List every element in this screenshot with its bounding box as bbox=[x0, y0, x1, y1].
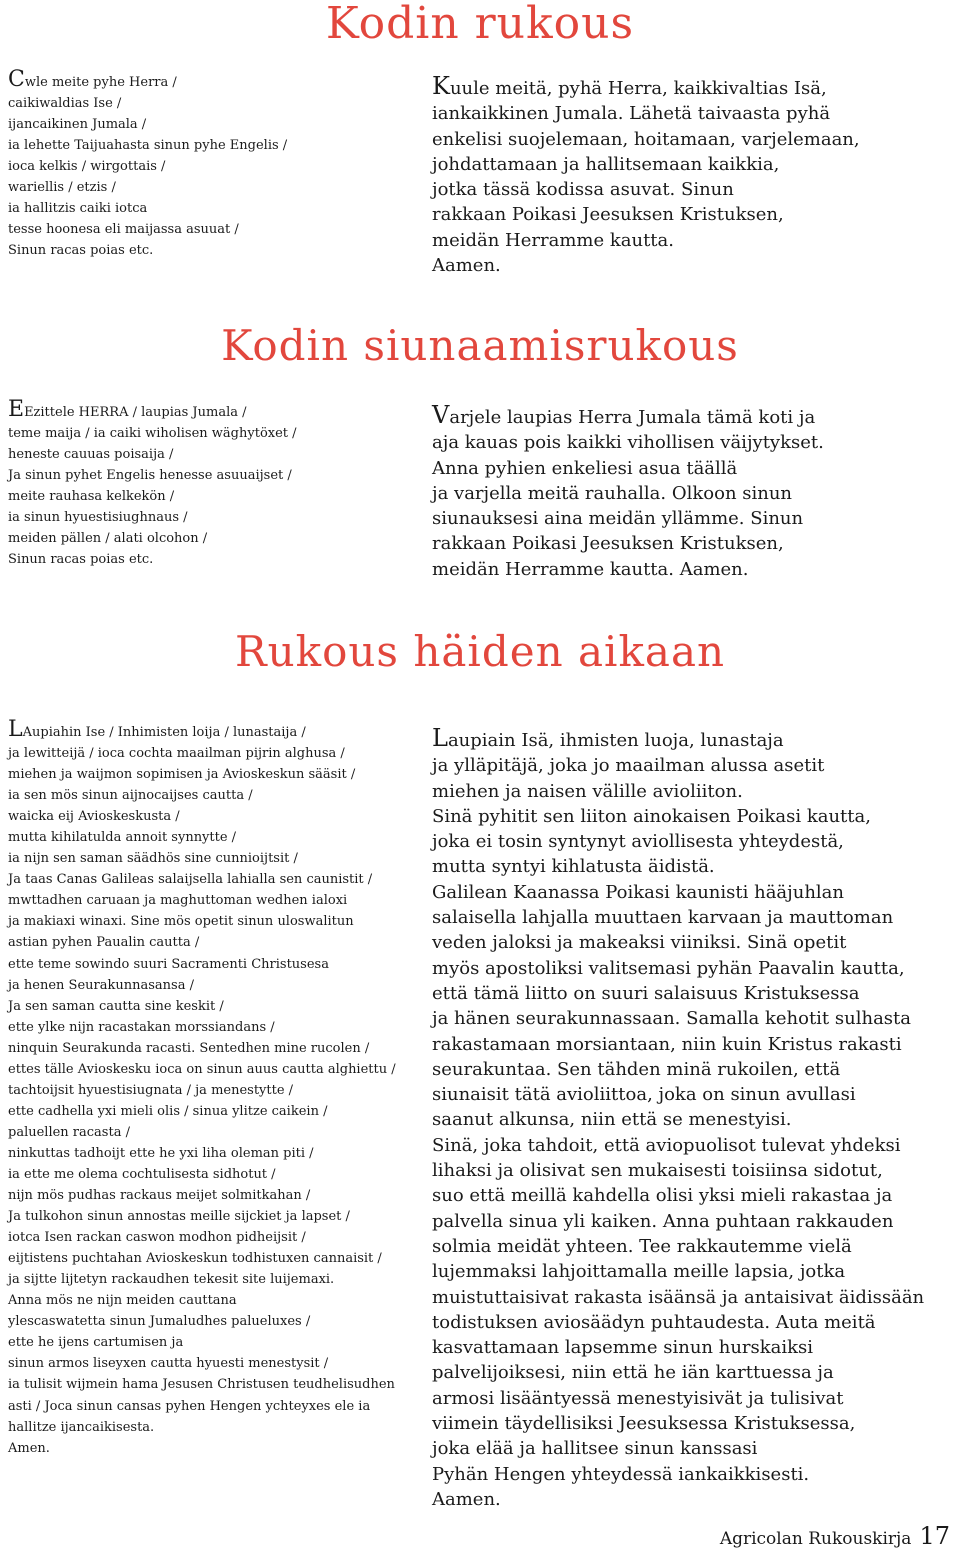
prayer-line-text: palvelijoiksesi, niin että he iän karttuessa ja bbox=[432, 1362, 834, 1384]
prayer-line-text: viimein täydellisiksi Jeesuksessa Kristuksessa, bbox=[432, 1413, 856, 1435]
prayer-line bbox=[8, 1017, 428, 1038]
prayer-line-text: palvella sinua yli kaiken. Anna puhtaan rakkauden bbox=[432, 1210, 894, 1232]
prayer-line-text: rakkaan Poikasi Jeesuksen Kristuksen, bbox=[432, 204, 784, 226]
prayer-line-text: Sinun racas poias etc. bbox=[8, 552, 154, 567]
prayer-line bbox=[432, 72, 958, 101]
prayer-line bbox=[432, 829, 958, 854]
prayer-line-text: Amen. bbox=[8, 1440, 50, 1456]
prayer-line-text: salaisella lahjalla muuttaen karvaan ja mauttoman bbox=[432, 907, 894, 929]
prayer-line-text: miehen ja waijmon sopimisen ja Avioskeskun sääsit / bbox=[8, 767, 356, 783]
prayer-line bbox=[432, 1487, 958, 1512]
prayer-line-text: mwttadhen caruaan ja maghuttoman wedhen ialoxi bbox=[8, 893, 348, 909]
prayer-line-text: ia sinun hyuestisiughnaus / bbox=[8, 510, 188, 525]
prayer-line-text: Sinä pyhitit sen liiton ainokaisen Poikasi kautta, bbox=[432, 805, 871, 827]
prayer-line-text: ja henen Seurakunnasansa / bbox=[8, 977, 194, 993]
prayer-line bbox=[432, 905, 958, 930]
prayer-line bbox=[8, 743, 428, 764]
prayer-line bbox=[8, 135, 428, 156]
modern-prayer-rukous-haiden-aikaan bbox=[432, 724, 958, 1512]
prayer-line bbox=[8, 1101, 428, 1122]
prayer-line bbox=[432, 1285, 958, 1310]
prayer-line bbox=[8, 219, 428, 240]
prayer-line bbox=[8, 1290, 428, 1311]
prayer-line bbox=[8, 1206, 428, 1227]
prayer-line-text: tesse hoonesa eli maijassa asuuat / bbox=[8, 222, 239, 237]
prayer-line bbox=[8, 156, 428, 177]
prayer-line bbox=[432, 1158, 958, 1183]
prayer-line bbox=[432, 753, 958, 778]
prayer-line-text: iotca Isen rackan caswon modhon pidheijsit / bbox=[8, 1230, 306, 1246]
prayer-line-text: siunaisit tätä avioliittoa, joka on sinun avullasi bbox=[432, 1084, 856, 1106]
prayer-line-text: kasvattamaan lapsemme sinun hurskaiksi bbox=[432, 1337, 814, 1359]
prayer-line-text: ja makiaxi winaxi. Sine mös opetit sinun uloswalitun bbox=[8, 914, 354, 930]
prayer-line bbox=[432, 1386, 958, 1411]
prayer-line-text: ioca kelkis / wirgottais / bbox=[8, 159, 166, 174]
drop-initial: L bbox=[432, 724, 448, 752]
prayer-line-text: astian pyhen Paualin cautta / bbox=[8, 935, 200, 951]
title-rukous-haiden-aikaan: Rukous häiden aikaan bbox=[234, 627, 726, 676]
prayer-line bbox=[432, 981, 958, 1006]
prayer-line bbox=[432, 1234, 958, 1259]
prayer-line bbox=[8, 785, 428, 806]
prayer-line-text: ja varjella meitä rauhalla. Olkoon sinun bbox=[432, 482, 793, 504]
prayer-line bbox=[432, 1360, 958, 1385]
prayer-line bbox=[8, 932, 428, 953]
prayer-line-text: siunauksesi aina meidän yllämme. Sinun bbox=[432, 508, 804, 530]
prayer-line-text: ia lehette Taijuahasta sinun pyhe Engelis / bbox=[8, 138, 288, 153]
prayer-line bbox=[8, 1353, 428, 1374]
prayer-line-text: mutta syntyi kihlatusta äidistä. bbox=[432, 856, 715, 878]
prayer-line-text: ia nijn sen saman säädhös sine cunnioijtsit / bbox=[8, 851, 298, 867]
title-kodin-rukous: Kodin rukous bbox=[325, 0, 635, 49]
prayer-line-text: Anna mös ne nijn meiden cauttana bbox=[8, 1293, 237, 1309]
prayer-line bbox=[432, 481, 958, 506]
prayer-line bbox=[8, 1311, 428, 1332]
prayer-line bbox=[8, 444, 428, 465]
prayer-line bbox=[432, 1107, 958, 1132]
prayer-line bbox=[8, 486, 428, 507]
prayer-line bbox=[432, 1335, 958, 1360]
prayer-line-text: uule meitä, pyhä Herra, kaikkivaltias Isä, bbox=[449, 78, 827, 99]
prayer-line-text: muistuttaisivat rakasta isäänsä ja antaisivat äidissään bbox=[432, 1286, 925, 1308]
prayer-line bbox=[8, 93, 428, 114]
prayer-line bbox=[8, 67, 428, 93]
prayer-line-text: Ja tulkohon sinun annostas meille sijckiet ja lapset / bbox=[8, 1209, 350, 1225]
prayer-line bbox=[432, 202, 958, 227]
prayer-line-text: caikiwaldias Ise / bbox=[8, 96, 122, 111]
prayer-line-text: teme maija / ia caiki wiholisen wäghytöxet / bbox=[8, 426, 297, 441]
prayer-line bbox=[432, 1006, 958, 1031]
prayer-line bbox=[432, 1032, 958, 1057]
prayer-line bbox=[8, 848, 428, 869]
prayer-line-text: eijtistens puchtahan Avioskeskun todhistuxen cannaisit / bbox=[8, 1251, 382, 1267]
prayer-line-text: meidän Herramme kautta. Aamen. bbox=[432, 558, 749, 580]
drop-initial: K bbox=[432, 72, 450, 100]
book-title: Agricolan Rukouskirja bbox=[719, 1529, 912, 1549]
prayer-line-text: ette ylke nijn racastakan morssiandans / bbox=[8, 1019, 275, 1035]
prayer-line bbox=[432, 1183, 958, 1208]
prayer-line bbox=[8, 1185, 428, 1206]
drop-initial: E bbox=[8, 397, 25, 422]
prayer-line-text: meiden pällen / alati olcohon / bbox=[8, 531, 208, 546]
prayer-line-text: Ja sinun pyhet Engelis henesse asuuaijset / bbox=[8, 468, 292, 483]
prayer-line-text: joka elää ja hallitsee sinun kanssasi bbox=[432, 1438, 758, 1460]
prayer-line-text: Ja sen saman cautta sine keskit / bbox=[8, 998, 224, 1014]
old-prayer-kodin-rukous bbox=[8, 67, 428, 261]
prayer-line-text: wariellis / etzis / bbox=[8, 180, 116, 195]
prayer-line-text: johdattamaan ja hallitsemaan kaikkia, bbox=[432, 153, 780, 175]
prayer-line-text: ja hänen seurakunnassaan. Samalla kehotit sulhasta bbox=[432, 1008, 912, 1030]
prayer-line-text: joka ei tosin syntynyt aviollisesta yhteydestä, bbox=[432, 831, 844, 853]
prayer-line bbox=[432, 228, 958, 253]
title-kodin-siunaamisrukous: Kodin siunaamisrukous bbox=[221, 321, 739, 370]
prayer-line bbox=[432, 401, 958, 430]
prayer-line bbox=[8, 1122, 428, 1143]
prayer-line-text: enkelisi suojelemaan, hoitamaan, varjelemaan, bbox=[432, 128, 860, 150]
page-footer bbox=[700, 1522, 950, 1550]
prayer-line-text: lihaksi ja olisivat sen mukaisesti toisiinsa sidotut, bbox=[432, 1160, 883, 1182]
prayer-line-text: ylescaswatetta sinun Jumaludhes palueluxes / bbox=[8, 1314, 311, 1330]
prayer-line bbox=[432, 152, 958, 177]
prayer-line-text: waicka eij Avioskeskusta / bbox=[8, 809, 180, 825]
modern-prayer-kodin-rukous bbox=[432, 72, 958, 278]
prayer-line-text: suo että meillä kahdella olisi yksi mieli rakastaa ja bbox=[432, 1185, 893, 1207]
prayer-line-text: ette he ijens cartumisen ja bbox=[8, 1335, 184, 1351]
prayer-line bbox=[8, 911, 428, 932]
prayer-line-text: ia hallitzis caiki iotca bbox=[8, 201, 148, 216]
prayer-line bbox=[8, 1417, 428, 1438]
prayer-line bbox=[432, 1436, 958, 1461]
prayer-line-text: arjele laupias Herra Jumala tämä koti ja bbox=[449, 407, 816, 428]
drop-initial: V bbox=[432, 401, 450, 429]
prayer-line bbox=[432, 880, 958, 905]
prayer-line-text: Aamen. bbox=[432, 255, 501, 277]
prayer-line-text: armosi lisääntyessä menestyisivät ja tulisivat bbox=[432, 1387, 844, 1409]
prayer-line-text: paluellen racasta / bbox=[8, 1124, 130, 1140]
prayer-line-text: Sinä, joka tahdoit, että aviopuolisot tulevat yhdeksi bbox=[432, 1134, 901, 1156]
prayer-line bbox=[432, 854, 958, 879]
prayer-line-text: veden jaloksi ja makeaksi viiniksi. Sinä opetit bbox=[432, 932, 847, 954]
prayer-line bbox=[432, 101, 958, 126]
prayer-line bbox=[8, 954, 428, 975]
prayer-line bbox=[8, 423, 428, 444]
prayer-line-text: Aupiahin Ise / Inhimisten loija / lunastaija / bbox=[22, 725, 306, 740]
prayer-line-text: aja kauas pois kaikki vihollisen väijytykset. bbox=[432, 432, 824, 454]
prayer-line-text: ninquin Seurakunda racasti. Sentedhen mine rucolen / bbox=[8, 1040, 370, 1056]
old-prayer-kodin-siunaamisrukous bbox=[8, 397, 428, 570]
prayer-line-text: lujemmaksi lahjoittamalla meille lapsia, jotka bbox=[432, 1261, 846, 1283]
prayer-line-text: ette teme sowindo suuri Sacramenti Christusesa bbox=[8, 956, 329, 972]
prayer-line-text: heneste cauuas poisaija / bbox=[8, 447, 174, 462]
prayer-line-text: aupiain Isä, ihmisten luoja, lunastaja bbox=[447, 730, 784, 751]
prayer-line-text: ia sen mös sinun aijnocaijses cautta / bbox=[8, 788, 253, 804]
prayer-line bbox=[432, 531, 958, 556]
prayer-line bbox=[8, 528, 428, 549]
drop-initial: C bbox=[8, 67, 25, 92]
prayer-line-text: sinun armos liseyxen cautta hyuesti menestysit / bbox=[8, 1356, 329, 1372]
prayer-line bbox=[8, 549, 428, 570]
prayer-line bbox=[8, 465, 428, 486]
prayer-line bbox=[432, 1462, 958, 1487]
prayer-line-text: myös apostoliksi valitsemasi pyhän Paavalin kautta, bbox=[432, 957, 905, 979]
prayer-line-text: meite rauhasa kelkekön / bbox=[8, 489, 175, 504]
prayer-line bbox=[432, 779, 958, 804]
prayer-line-text: ette cadhella yxi mieli olis / sinua ylitze caikein / bbox=[8, 1103, 328, 1119]
prayer-line-text: Galilean Kaanassa Poikasi kaunisti hääjuhlan bbox=[432, 881, 845, 903]
prayer-line bbox=[432, 1057, 958, 1082]
prayer-line-text: että tämä liitto on suuri salaisuus Kristuksessa bbox=[432, 982, 860, 1004]
prayer-line-text: ia tulisit wijmein hama Jesusen Christusen teudhelisudhen bbox=[8, 1377, 395, 1393]
prayer-line bbox=[432, 1259, 958, 1284]
prayer-line bbox=[432, 430, 958, 455]
prayer-line-text: Anna pyhien enkeliesi asua täällä bbox=[432, 457, 738, 479]
prayer-line bbox=[8, 1269, 428, 1290]
prayer-line-text: ettes tälle Avioskesku ioca on sinun auus cautta alghiettu / bbox=[8, 1061, 396, 1077]
prayer-line bbox=[8, 975, 428, 996]
prayer-line bbox=[8, 1374, 428, 1395]
prayer-line-text: Sinun racas poias etc. bbox=[8, 243, 154, 258]
prayer-line bbox=[8, 507, 428, 528]
prayer-line bbox=[8, 827, 428, 848]
prayer-line bbox=[8, 1227, 428, 1248]
prayer-line-text: ja ylläpitäjä, joka jo maailman alussa asetit bbox=[432, 755, 825, 777]
prayer-line-text: nijn mös pudhas rackaus meijet solmitkahan / bbox=[8, 1188, 311, 1204]
prayer-line bbox=[8, 1164, 428, 1185]
modern-prayer-kodin-siunaamisrukous bbox=[432, 401, 958, 582]
drop-initial: L bbox=[8, 717, 23, 742]
prayer-line bbox=[432, 1411, 958, 1436]
prayer-line bbox=[432, 506, 958, 531]
prayer-line-text: iankaikkinen Jumala. Lähetä taivaasta pyhä bbox=[432, 103, 831, 125]
prayer-line-text: meidän Herramme kautta. bbox=[432, 229, 674, 251]
prayer-line bbox=[8, 114, 428, 135]
prayer-line bbox=[8, 717, 428, 743]
prayer-line bbox=[432, 253, 958, 278]
prayer-line-text: seurakuntaa. Sen tähden minä rukoilen, että bbox=[432, 1058, 841, 1080]
prayer-line-text: mutta kihilatulda annoit synnytte / bbox=[8, 830, 237, 846]
prayer-line bbox=[8, 996, 428, 1017]
prayer-line bbox=[432, 1082, 958, 1107]
prayer-line bbox=[8, 1080, 428, 1101]
prayer-line bbox=[432, 804, 958, 829]
prayer-line-text: wle meite pyhe Herra / bbox=[24, 75, 177, 90]
prayer-line bbox=[432, 127, 958, 152]
prayer-line-text: Ja taas Canas Galileas salaijsella lahialla sen caunistit / bbox=[8, 872, 373, 888]
prayer-line-text: ijancaikinen Jumala / bbox=[8, 117, 147, 132]
prayer-line bbox=[432, 1133, 958, 1158]
prayer-line bbox=[8, 1248, 428, 1269]
prayer-line-text: miehen ja naisen välille avioliiton. bbox=[432, 780, 743, 802]
prayer-line-text: Pyhän Hengen yhteydessä iankaikkisesti. bbox=[432, 1463, 810, 1485]
prayer-line-text: rakkaan Poikasi Jeesuksen Kristuksen, bbox=[432, 533, 784, 555]
prayer-line-text: saanut alkunsa, niin että se menestyisi. bbox=[432, 1109, 792, 1131]
prayer-line bbox=[432, 557, 958, 582]
prayer-line bbox=[8, 1143, 428, 1164]
prayer-line bbox=[8, 869, 428, 890]
prayer-line-text: ninkuttas tadhoijt ette he yxi liha oleman piti / bbox=[8, 1145, 314, 1161]
prayer-line bbox=[8, 1396, 428, 1417]
prayer-line bbox=[432, 1310, 958, 1335]
prayer-line bbox=[8, 806, 428, 827]
prayer-line-text: hallitze ijancaikisesta. bbox=[8, 1419, 155, 1435]
prayer-line-text: Aamen. bbox=[432, 1488, 501, 1510]
prayer-line bbox=[8, 1438, 428, 1459]
prayer-line-text: ia ette me olema cochtulisesta sidhotut / bbox=[8, 1166, 276, 1182]
page-number: 17 bbox=[919, 1522, 950, 1550]
prayer-line bbox=[432, 456, 958, 481]
prayer-line-text: solmia meidät yhteen. Tee rakkautemme vielä bbox=[432, 1235, 852, 1257]
prayer-line-text: Ezittele HERRA / laupias Jumala / bbox=[24, 405, 247, 420]
prayer-line bbox=[432, 724, 958, 753]
prayer-line bbox=[8, 177, 428, 198]
prayer-line bbox=[432, 956, 958, 981]
prayer-line-text: jotka tässä kodissa asuvat. Sinun bbox=[432, 179, 734, 201]
prayer-line bbox=[8, 198, 428, 219]
prayer-line-text: ja lewitteijä / ioca cochta maailman pijrin alghusa / bbox=[8, 746, 345, 762]
prayer-line bbox=[8, 764, 428, 785]
prayer-line bbox=[8, 1059, 428, 1080]
prayer-line bbox=[432, 1209, 958, 1234]
prayer-line-text: todistuksen aviosäädyn puhtaudesta. Auta meitä bbox=[432, 1311, 876, 1333]
prayer-line bbox=[8, 890, 428, 911]
prayer-line bbox=[8, 1332, 428, 1353]
prayer-line bbox=[8, 240, 428, 261]
prayer-line-text: tachtoijsit hyuestisiugnata / ja menestytte / bbox=[8, 1082, 294, 1098]
prayer-line bbox=[8, 397, 428, 423]
prayer-line-text: rakastamaan morsiantaan, niin kuin Kristus rakasti bbox=[432, 1033, 902, 1055]
old-prayer-rukous-haiden-aikaan bbox=[8, 717, 428, 1459]
prayer-line-text: ja sijtte lijtetyn rackaudhen tekesit site luijemaxi. bbox=[8, 1272, 335, 1288]
prayer-line bbox=[8, 1038, 428, 1059]
prayer-line-text: asti / Joca sinun cansas pyhen Hengen ychteyxes ele ia bbox=[8, 1398, 371, 1414]
prayer-line bbox=[432, 177, 958, 202]
prayer-line bbox=[432, 930, 958, 955]
